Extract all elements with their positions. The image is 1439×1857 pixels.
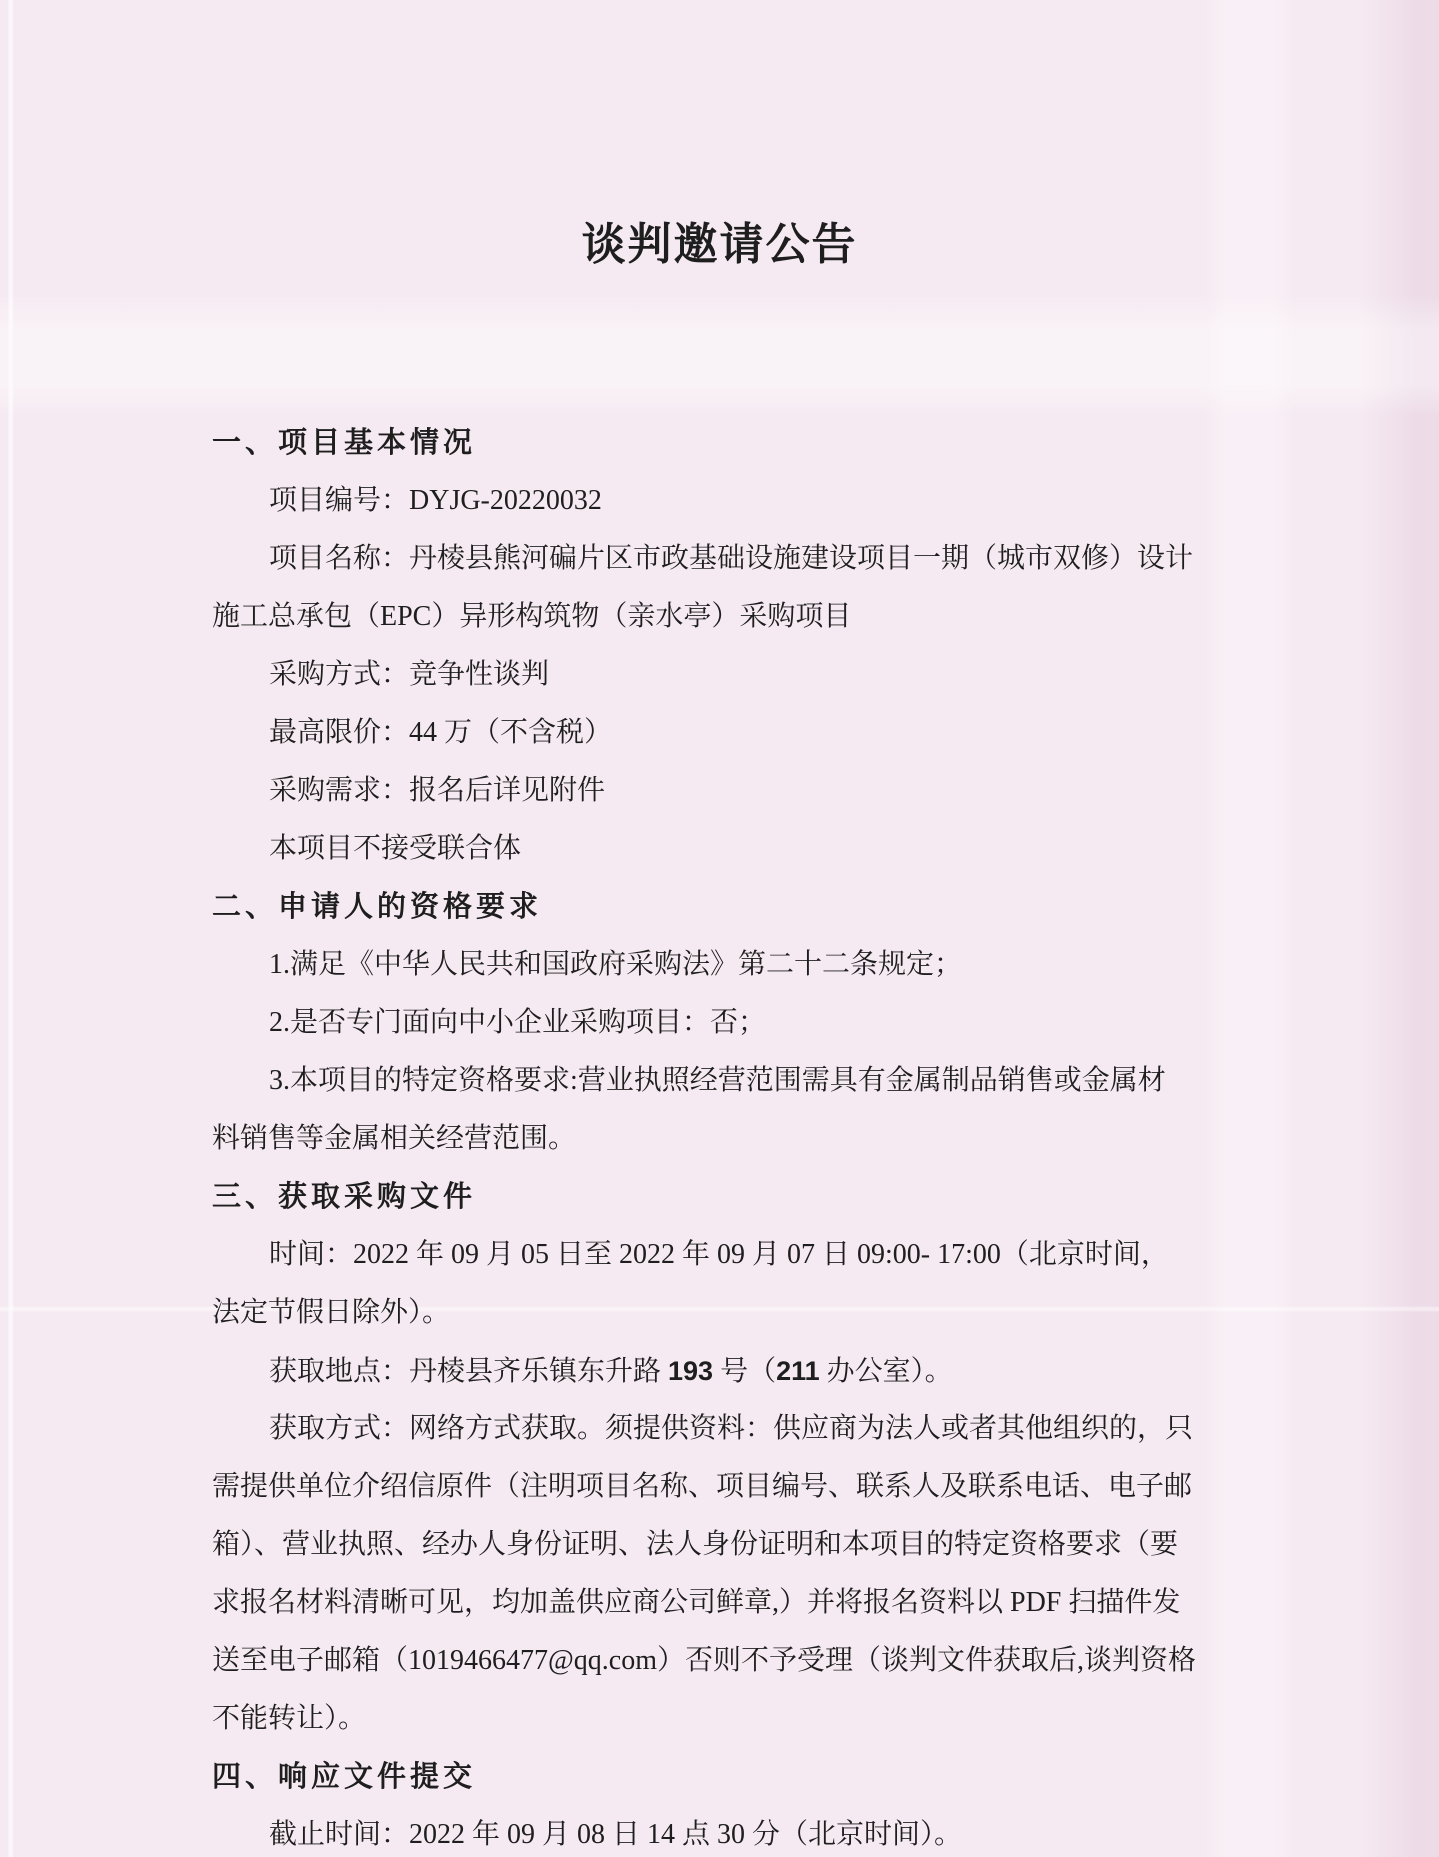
document-line: 采购方式：竞争性谈判	[269, 659, 550, 690]
document-line: 箱）、营业执照、经办人身份证明、法人身份证明和本项目的特定资格要求（要	[212, 1529, 1179, 1560]
document-line: 采购需求：报名后详见附件	[269, 775, 606, 806]
document-line-email: 送至电子邮箱（1019466477@qq.com）否则不予受理（谈判文件获取后,谈判资格	[212, 1645, 1196, 1676]
document-line: 获取方式：网络方式获取。须提供资料：供应商为法人或者其他组织的，只	[269, 1413, 1194, 1444]
document-line: 需提供单位介绍信原件（注明项目名称、项目编号、联系人及联系电话、电子邮	[212, 1471, 1193, 1502]
section-heading-project-basics: 一、项目基本情况	[212, 427, 477, 459]
document-line: 求报名材料清晰可见，均加盖供应商公司鲜章,）并将报名资料以 PDF 扫描件发	[212, 1587, 1181, 1618]
document-line: 项目名称：丹棱县熊河碥片区市政基础设施建设项目一期（城市双修）设计	[269, 543, 1194, 574]
address-text: 号（	[713, 1356, 777, 1387]
document-line: 施工总承包（EPC）异形构筑物（亲水亭）采购项目	[212, 601, 852, 632]
document-line: 料销售等金属相关经营范围。	[212, 1123, 577, 1154]
office-number: 211	[776, 1356, 820, 1386]
document-line: 时间：2022 年 09 月 05 日至 2022 年 09 月 07 日 09:00- 17:00（北京时间，	[269, 1239, 1169, 1270]
document-line: 项目编号：DYJG-20220032	[269, 485, 602, 516]
document-line-deadline: 截止时间：2022 年 09 月 08 日 14 点 30 分（北京时间）。	[269, 1819, 963, 1850]
section-heading-obtain-documents: 三、获取采购文件	[212, 1181, 477, 1213]
address-text: 办公室）。	[819, 1356, 953, 1387]
document-line: 1.满足《中华人民共和国政府采购法》第二十二条规定；	[269, 949, 963, 980]
document-line: 3.本项目的特定资格要求:营业执照经营范围需具有金属制品销售或金属材	[269, 1065, 1166, 1096]
document-line: 2.是否专门面向中小企业采购项目：否；	[269, 1007, 767, 1038]
street-number: 193	[668, 1356, 714, 1386]
section-heading-applicant-qualifications: 二、申请人的资格要求	[212, 891, 543, 923]
address-text: 获取地点：丹棱县齐乐镇东升路	[269, 1356, 669, 1387]
document-line: 最高限价：44 万（不含税）	[269, 717, 613, 748]
document-title: 谈判邀请公告	[581, 220, 858, 269]
document-body	[212, 414, 1232, 1857]
document-line: 不能转让）。	[212, 1703, 367, 1734]
document-line: 本项目不接受联合体	[269, 833, 522, 864]
document-line: 法定节假日除外）。	[212, 1297, 451, 1328]
section-heading-response-submission: 四、响应文件提交	[212, 1761, 477, 1793]
document-line-location	[212, 1342, 1232, 1400]
